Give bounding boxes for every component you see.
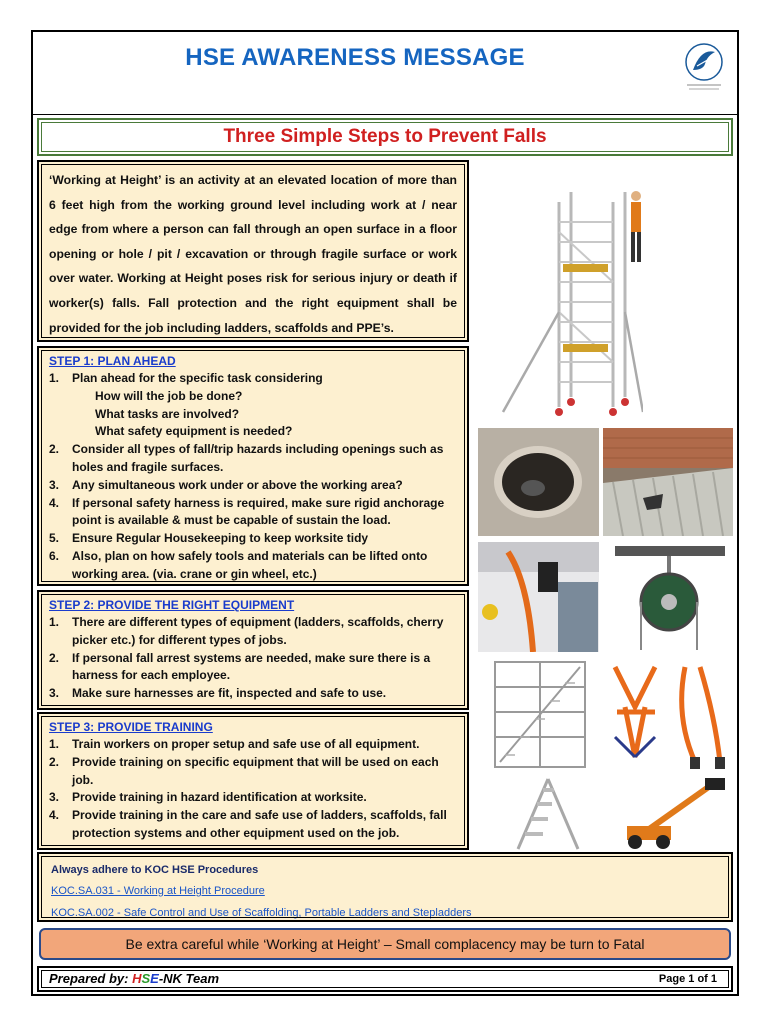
procedure-link-sa002[interactable]: KOC.SA.002 - Safe Control and Use of Scaffolding, Portable Ladders and Stepladders bbox=[51, 907, 472, 919]
references-label: Always adhere to KOC HSE Procedures bbox=[51, 864, 259, 876]
list-item: 4. If personal safety harness is required, make sure rigid anchorage point is available & must be capable of sustain the load. bbox=[49, 495, 445, 528]
list-item: 6. Also, plan on how safely tools and materials can be lifted onto working area. (via. crane or gin wheel, etc.) bbox=[49, 548, 428, 581]
prepared-by: Prepared by: HSE-NK Team bbox=[49, 971, 220, 986]
step3-heading: STEP 3: PROVIDE TRAINING bbox=[49, 720, 213, 734]
list-item: 1. Plan ahead for the specific task considering bbox=[49, 371, 323, 385]
list-item: 5. Ensure Regular Housekeeping to keep worksite tidy bbox=[49, 531, 369, 546]
sub-item: What safety equipment is needed? bbox=[95, 424, 293, 439]
list-item: 3. Make sure harnesses are fit, inspected and safe to use. bbox=[49, 686, 387, 701]
scaffold-stairs-image bbox=[485, 657, 599, 772]
page-frame bbox=[31, 30, 739, 996]
list-item: 1. Train workers on proper setup and safe use of all equipment. bbox=[49, 737, 420, 751]
list-item: 3. Any simultaneous work under or above the working area? bbox=[49, 477, 403, 492]
scaffold-tower-image bbox=[483, 162, 643, 422]
gin-wheel-image bbox=[605, 542, 733, 652]
cherry-picker-image bbox=[605, 774, 733, 852]
list-item: 2. If personal fall arrest systems are needed, make sure there is a harness for each employee. bbox=[49, 650, 431, 683]
subtitle-box bbox=[37, 118, 733, 156]
list-item: 3. Provide training in hazard identification at worksite. bbox=[49, 790, 367, 805]
fall-arrest-image bbox=[478, 542, 599, 652]
fragile-roof-image bbox=[603, 428, 733, 536]
step1-heading: STEP 1: PLAN AHEAD bbox=[49, 354, 176, 368]
list-item: 1. There are different types of equipment (ladders, scaffolds, cherry picker etc.) for different types of jobs. bbox=[49, 615, 444, 647]
list-item: 2. Consider all types of fall/trip hazards including openings such as holes and fragile surfaces. bbox=[49, 442, 444, 474]
header-divider bbox=[33, 114, 737, 115]
footer bbox=[37, 966, 733, 992]
manhole-image bbox=[478, 428, 599, 536]
warning-banner: Be extra careful while ‘Working at Height’ – Small complacency may be turn to Fatal bbox=[39, 928, 731, 960]
step2-box bbox=[37, 590, 469, 710]
list-item: 4. Provide training in the care and safe use of ladders, scaffolds, fall protection systems and other equipment used on the job. bbox=[49, 808, 447, 840]
stepladder-image bbox=[488, 774, 598, 852]
intro-box bbox=[37, 160, 469, 342]
harness-image bbox=[605, 657, 733, 772]
procedure-link-sa031[interactable]: KOC.SA.031 - Working at Height Procedure bbox=[51, 885, 265, 897]
subtitle: Three Simple Steps to Prevent Falls bbox=[223, 126, 547, 147]
list-item: 2. Provide training on specific equipment that will be used on each job. bbox=[49, 754, 439, 787]
page-title: HSE AWARENESS MESSAGE bbox=[185, 44, 525, 71]
koc-logo-icon bbox=[679, 40, 729, 96]
step2-heading: STEP 2: PROVIDE THE RIGHT EQUIPMENT bbox=[49, 598, 295, 612]
references-box bbox=[37, 852, 733, 922]
intro-text: ‘Working at Height’ is an activity at an elevated location of more than 6 feet high from the working ground level including work at / near edge from where a person can fall through an open surface in a floor opening or hole / pit / excavation or through fragile surface or work over water. Working at Height poses risk for serious injury or death if worker(s) falls. Fall protection and the right equipment shall be provided for the job including ladders, scaffolds and PPE’s. bbox=[49, 173, 457, 335]
page-number: Page 1 of 1 bbox=[658, 973, 717, 985]
step3-box bbox=[37, 712, 469, 850]
step1-box bbox=[37, 346, 469, 586]
sub-item: What tasks are involved? bbox=[95, 406, 240, 421]
sub-item: How will the job be done? bbox=[95, 388, 243, 403]
